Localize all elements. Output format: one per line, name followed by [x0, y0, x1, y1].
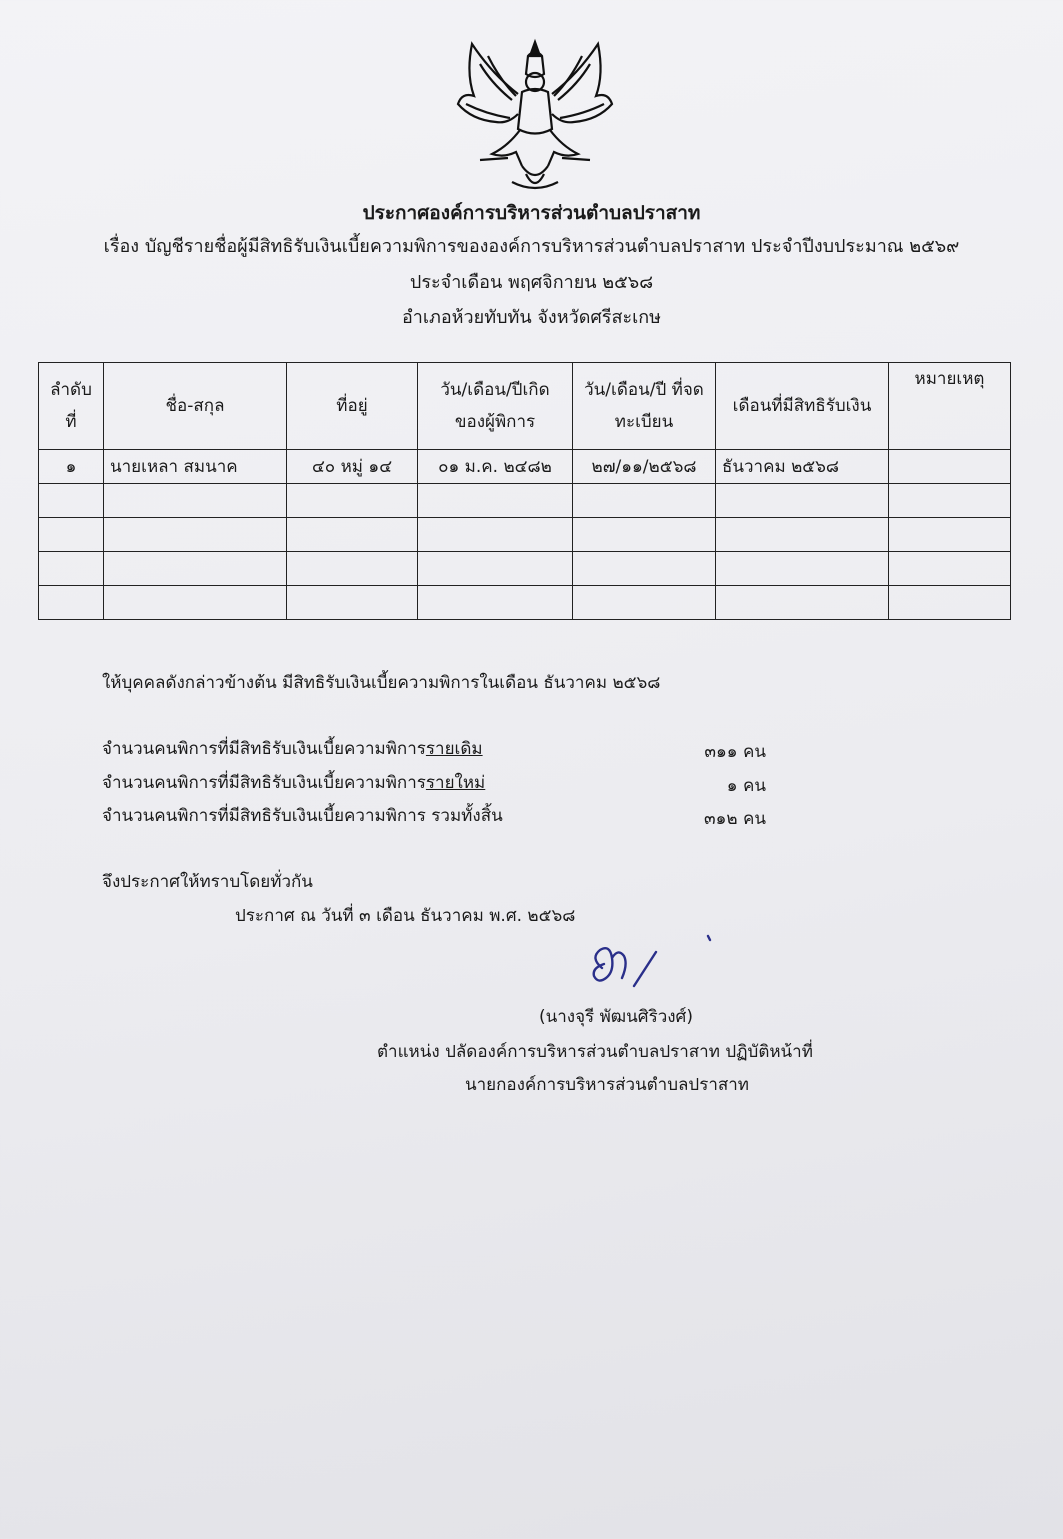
cell-seq [39, 484, 104, 518]
announce-date: ประกาศ ณ วันที่ ๓ เดือน ธันวาคม พ.ศ. ๒๕๖๘ [235, 906, 576, 926]
cell-remark [889, 484, 1011, 518]
cell-birthdate [418, 518, 573, 552]
document-subject: เรื่อง บัญชีรายชื่อผู้มีสิทธิรับเงินเบี้ยความพิการขององค์การบริหารส่วนตำบลปราสาท ประจำปีงบประมาณ ๒๕๖๙ [103, 236, 960, 257]
cell-registered-date [573, 518, 716, 552]
summary-new-underlined: รายใหม่ [425, 773, 486, 793]
summary-existing-count: ๓๑๑ คน [704, 742, 766, 762]
signer-position-2: นายกองค์การบริหารส่วนตำบลปราสาท [465, 1075, 750, 1095]
cell-address [287, 518, 418, 552]
cell-remark [889, 518, 1011, 552]
signer-position: ตำแหน่ง ปลัดองค์การบริหารส่วนตำบลปราสาท ปฏิบัติหน้าที่ [377, 1042, 813, 1062]
document-district-line: อำเภอห้วยทับทัน จังหวัดศรีสะเกษ [401, 307, 662, 328]
summary-existing-label [102, 738, 483, 760]
cell-address [287, 484, 418, 518]
header-seq: ลำดับ ที่ [39, 363, 104, 450]
summary-existing-prefix: จำนวนคนพิการที่มีสิทธิรับเงินเบี้ยความพิการ [102, 739, 426, 759]
cell-registered-date [573, 484, 716, 518]
summary-new-prefix: จำนวนคนพิการที่มีสิทธิรับเงินเบี้ยความพิการ [102, 773, 426, 793]
header-entitled-month: เดือนที่มีสิทธิรับเงิน [716, 363, 889, 450]
cell-address [287, 552, 418, 586]
cell-birthdate [418, 552, 573, 586]
summary-total-prefix: จำนวนคนพิการที่มีสิทธิรับเงินเบี้ยความพิการ รวมทั้งสิ้น [102, 806, 503, 826]
cell-registered-date [573, 552, 716, 586]
cell-seq [39, 586, 104, 620]
cell-seq [39, 552, 104, 586]
cell-name [104, 552, 287, 586]
summary-new-count: ๑ คน [726, 776, 766, 796]
header-registered-date: วัน/เดือน/ปี ที่จดทะเบียน [573, 363, 716, 450]
handwritten-signature [584, 928, 724, 998]
garuda-emblem-icon [452, 34, 618, 196]
cell-seq: ๑ [39, 450, 104, 484]
summary-existing-underlined: รายเดิม [425, 739, 483, 759]
table-row [39, 484, 1011, 518]
table-row [39, 586, 1011, 620]
header-name: ชื่อ-สกุล [104, 363, 287, 450]
document-title: ประกาศองค์การบริหารส่วนตำบลปราสาท [362, 202, 701, 224]
cell-birthdate [418, 484, 573, 518]
cell-name [104, 518, 287, 552]
cell-entitled-month [716, 586, 889, 620]
table-row [39, 552, 1011, 586]
cell-entitled-month [716, 552, 889, 586]
cell-name: นายเหลา สมนาค [104, 450, 287, 484]
signer-name: (นางจุรี พัฒนศิริวงศ์) [539, 1007, 693, 1027]
cell-registered-date: ๒๗/๑๑/๒๕๖๘ [573, 450, 716, 484]
header-birthdate: วัน/เดือน/ปีเกิด ของผู้พิการ [418, 363, 573, 450]
table-row [39, 518, 1011, 552]
cell-entitled-month [716, 484, 889, 518]
summary-total-label [102, 805, 503, 827]
cell-entitled-month [716, 518, 889, 552]
document-month-line: ประจำเดือน พฤศจิกายน ๒๕๖๘ [409, 272, 654, 293]
cell-birthdate: ๐๑ ม.ค. ๒๔๘๒ [418, 450, 573, 484]
cell-remark [889, 450, 1011, 484]
cell-name [104, 586, 287, 620]
cell-remark [889, 586, 1011, 620]
cell-remark [889, 552, 1011, 586]
cell-name [104, 484, 287, 518]
summary-new-label [102, 772, 485, 794]
table-header-row [39, 363, 1011, 450]
cell-seq [39, 518, 104, 552]
cell-registered-date [573, 586, 716, 620]
cell-entitled-month: ธันวาคม ๒๕๖๘ [716, 450, 889, 484]
cell-birthdate [418, 586, 573, 620]
announce-line: จึงประกาศให้ทราบโดยทั่วกัน [102, 872, 313, 892]
cell-address [287, 586, 418, 620]
table-row [39, 450, 1011, 484]
cell-address: ๔๐ หมู่ ๑๔ [287, 450, 418, 484]
entitlement-statement: ให้บุคคลดังกล่าวข้างต้น มีสิทธิรับเงินเบี้ยความพิการในเดือน ธันวาคม ๒๕๖๘ [102, 673, 661, 693]
header-remark: หมายเหตุ [889, 363, 1011, 450]
header-address: ที่อยู่ [287, 363, 418, 450]
summary-total-count: ๓๑๒ คน [703, 809, 766, 829]
beneficiary-table [38, 362, 1010, 620]
